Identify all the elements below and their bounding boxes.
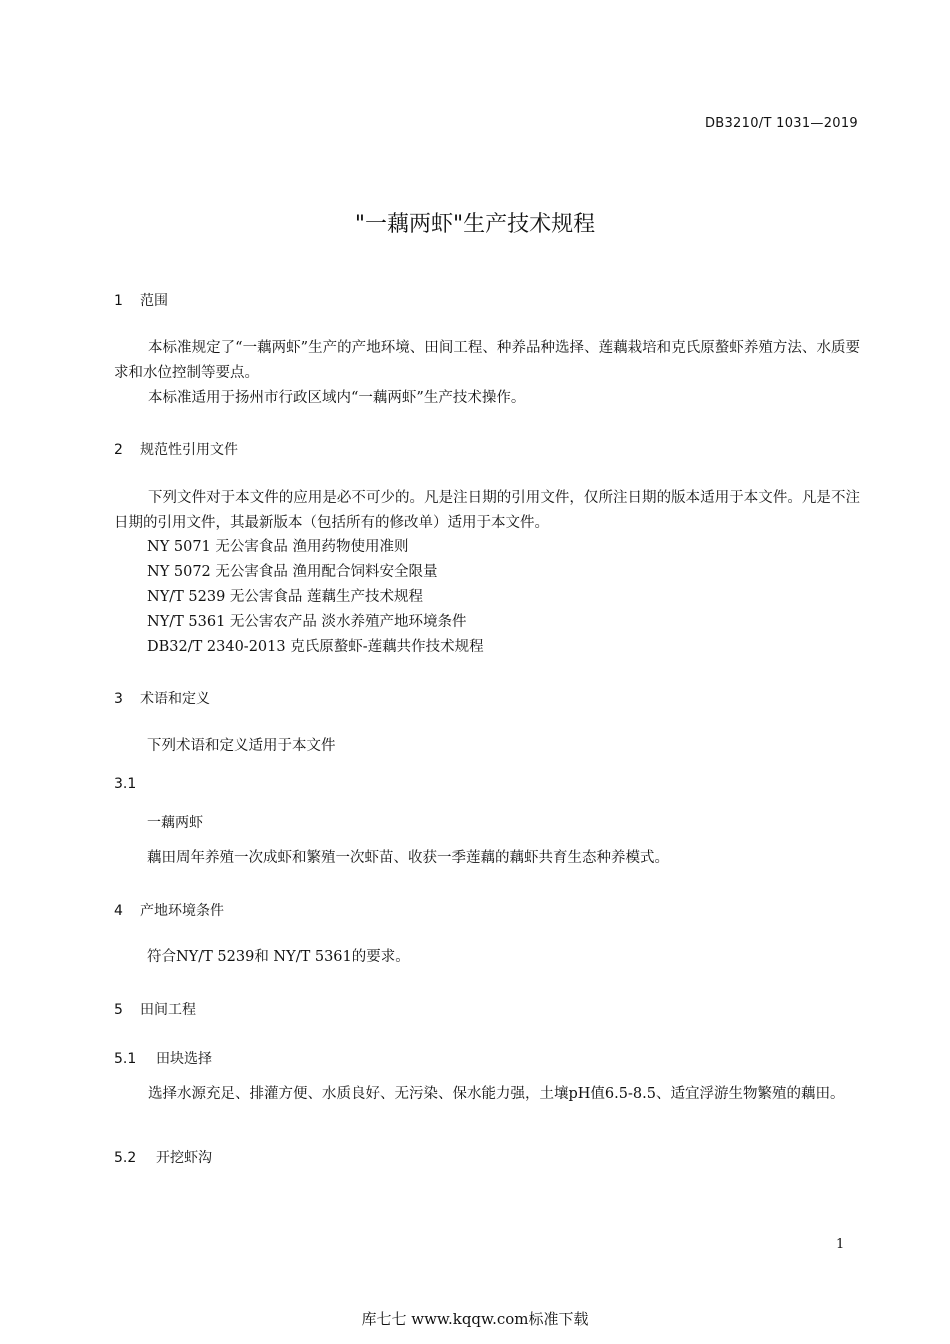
section-heading-2 <box>114 439 238 459</box>
footer-watermark: 库七七 www.kqqw.com标准下载 <box>361 1310 589 1328</box>
section-heading-3 <box>114 688 210 708</box>
paragraph: 本标准规定了“一藕两虾”生产的产地环境、田间工程、种养品种选择、莲藕栽培和克氏原螯虾养殖方法、水质要求和水位控制等要点。 <box>114 340 860 381</box>
paragraph: 符合NY/T 5239和 NY/T 5361的要求。 <box>147 949 410 965</box>
section-heading-5 <box>114 999 196 1019</box>
reference-item: DB32/T 2340-2013 克氏原螯虾-莲藕共作技术规程 <box>147 639 484 655</box>
paragraph: 下列术语和定义适用于本文件 <box>147 738 336 754</box>
section-title: 产地环境条件 <box>140 903 224 919</box>
document-code: DB3210/T 1031—2019 <box>704 116 858 131</box>
section-heading-1 <box>114 290 168 310</box>
paragraph: 下列文件对于本文件的应用是必不可少的。凡是注日期的引用文件，仅所注日期的版本适用于本文件。凡是不注日期的引用文件，其最新版本（包括所有的修改单）适用于本文件。 <box>114 490 860 531</box>
subsection-heading-5-2 <box>114 1147 212 1167</box>
reference-item: NY 5072 无公害食品 渔用配合饲料安全限量 <box>147 564 438 580</box>
subsection-title: 田块选择 <box>156 1051 212 1067</box>
term-name: 一藕两虾 <box>147 815 203 831</box>
section-number: 1 <box>114 293 123 309</box>
subsection-heading-5-1 <box>114 1048 212 1068</box>
section-title: 范围 <box>140 293 168 309</box>
section-number: 3 <box>114 691 123 707</box>
section-number: 2 <box>114 442 123 458</box>
section-heading-4 <box>114 900 224 920</box>
paragraph: 本标准适用于扬州市行政区域内“一藕两虾”生产技术操作。 <box>148 390 526 406</box>
term-number: 3.1 <box>114 776 137 792</box>
section-number: 5 <box>114 1002 123 1018</box>
document-title: "一藕两虾"生产技术规程 <box>354 212 596 237</box>
reference-item: NY 5071 无公害食品 渔用药物使用准则 <box>147 539 409 555</box>
section-number: 4 <box>114 903 123 919</box>
subsection-title: 开挖虾沟 <box>156 1150 212 1166</box>
reference-item: NY/T 5361 无公害农产品 淡水养殖产地环境条件 <box>147 614 467 630</box>
section-title: 田间工程 <box>140 1002 196 1018</box>
term-definition: 藕田周年养殖一次成虾和繁殖一次虾苗、收获一季莲藕的藕虾共育生态种养模式。 <box>147 850 669 866</box>
paragraph: 选择水源充足、排灌方便、水质良好、无污染、保水能力强，土壤pH值6.5-8.5、适宜浮游生物繁殖的藕田。 <box>148 1086 845 1102</box>
reference-item: NY/T 5239 无公害食品 莲藕生产技术规程 <box>147 589 424 605</box>
subsection-number: 5.1 <box>114 1051 137 1067</box>
page-number: 1 <box>836 1237 845 1252</box>
section-title: 术语和定义 <box>140 691 210 707</box>
section-title: 规范性引用文件 <box>140 442 238 458</box>
subsection-number: 5.2 <box>114 1150 137 1166</box>
